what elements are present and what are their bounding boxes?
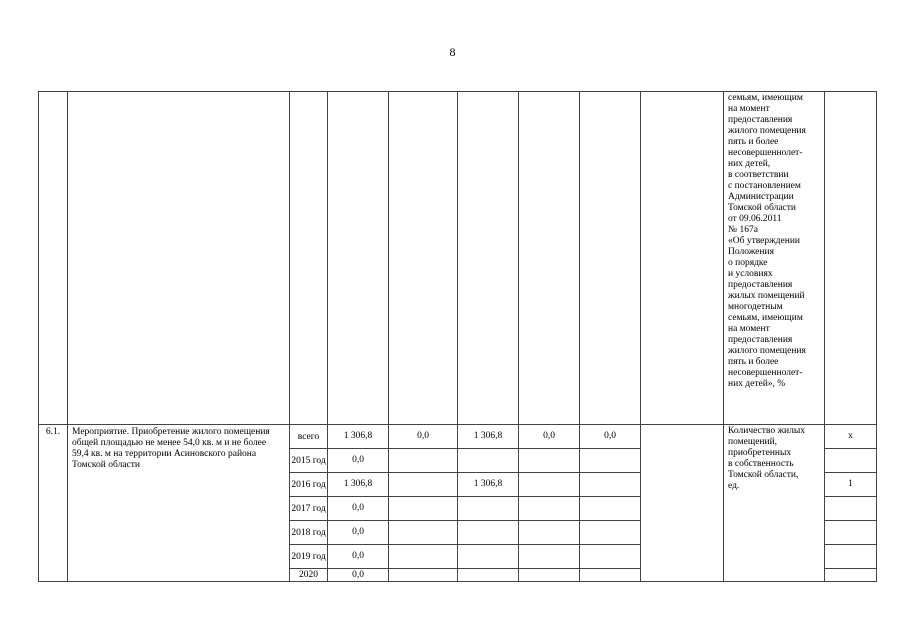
value-cell (580, 497, 641, 521)
cont-cell-desc (68, 92, 290, 425)
cont-cell-c2 (389, 92, 458, 425)
continuation-line: о порядке (728, 258, 768, 268)
total-cell: 0,0 (328, 497, 389, 521)
value-cell (389, 473, 458, 497)
total-cell: 0,0 (328, 521, 389, 545)
indicator-value-cell (825, 521, 877, 545)
continuation-line: семьям, имеющим (728, 93, 803, 103)
continuation-line: от 09.06.2011 (728, 214, 782, 224)
continuation-line: с постановлением (728, 181, 801, 191)
value-cell (389, 545, 458, 569)
table-row (39, 425, 877, 449)
indicator-value-cell (825, 569, 877, 582)
continuation-line: «Об утверждении (728, 236, 800, 246)
value-cell (389, 569, 458, 582)
value-cell (519, 449, 580, 473)
period-cell: 2019 год (290, 545, 328, 569)
indicator-line: в собственность (728, 459, 794, 469)
continuation-line: предоставления (728, 335, 793, 345)
value-cell (580, 473, 641, 497)
indicator-line: помещений, (728, 437, 778, 447)
total-cell: 0,0 (328, 449, 389, 473)
indicator-value-cell (825, 449, 877, 473)
period-cell: 2020 (290, 569, 328, 582)
value-cell (458, 545, 519, 569)
indicator-line: Количество жилых (728, 426, 805, 436)
continuation-line: на момент (728, 324, 770, 334)
continuation-line: жилого помещения (728, 126, 806, 136)
value-cell (519, 473, 580, 497)
period-cell: 2015 год (290, 449, 328, 473)
continuation-line: жилых помещений (728, 291, 805, 301)
continuation-line: № 167а (728, 225, 758, 235)
continuation-line: семьям, имеющим (728, 313, 803, 323)
item-description: Мероприятие. Приобретение жилого помещения общей площадью не менее 54,0 кв. м и не более 59,4 кв. м на территории Асиновского района Томской области (68, 425, 290, 582)
total-cell: 0,0 (328, 545, 389, 569)
value-cell: 1 306,8 (458, 473, 519, 497)
item-rows (39, 425, 877, 582)
continuation-line: несовершеннолет- (728, 368, 803, 378)
value-cell (580, 545, 641, 569)
continuation-line: Томской области (728, 203, 796, 213)
value-cell (519, 497, 580, 521)
indicator-line: ед. (728, 481, 740, 491)
indicator-value-cell: x (825, 425, 877, 449)
indicator-line: Томской области, (728, 470, 799, 480)
continuation-line: них детей», % (728, 379, 786, 389)
value-cell (458, 521, 519, 545)
value-cell: 1 306,8 (458, 425, 519, 449)
value-cell (458, 449, 519, 473)
cont-cell-num (39, 92, 68, 425)
continuation-text (728, 93, 820, 390)
program-table (38, 91, 877, 582)
indicator-cell (724, 425, 825, 582)
continuation-line: пять и более (728, 357, 779, 367)
total-cell: 1 306,8 (328, 473, 389, 497)
continuation-line: них детей, (728, 159, 771, 169)
continuation-line: Администрации (728, 192, 794, 202)
continuation-line: предоставления (728, 115, 793, 125)
period-cell: 2016 год (290, 473, 328, 497)
indicator-value-cell (825, 497, 877, 521)
continuation-line: предоставления (728, 280, 793, 290)
value-cell (389, 449, 458, 473)
page-number: 8 (449, 45, 456, 59)
value-cell (458, 569, 519, 582)
period-cell: всего (290, 425, 328, 449)
value-cell (519, 545, 580, 569)
value-cell (458, 497, 519, 521)
value-cell (389, 497, 458, 521)
total-cell: 0,0 (328, 569, 389, 582)
value-cell (389, 521, 458, 545)
value-cell (580, 521, 641, 545)
continuation-line: на момент (728, 104, 770, 114)
cont-cell-c3 (458, 92, 519, 425)
cont-indicator-cell (724, 92, 825, 425)
total-cell: 1 306,8 (328, 425, 389, 449)
item-number: 6.1. (39, 425, 68, 582)
continuation-line: жилого помещения (728, 346, 806, 356)
value-cell: 0,0 (389, 425, 458, 449)
continuation-line: Положения (728, 247, 774, 257)
value-cell: 0,0 (519, 425, 580, 449)
continuation-line: многодетным (728, 302, 783, 312)
value-cell (580, 449, 641, 473)
cont-cell-period (290, 92, 328, 425)
cont-cell-c5 (580, 92, 641, 425)
period-cell: 2018 год (290, 521, 328, 545)
continuation-line: несовершеннолет- (728, 148, 803, 158)
value-cell (519, 521, 580, 545)
value-cell: 0,0 (580, 425, 641, 449)
cont-cell-value (825, 92, 877, 425)
executor-cell (641, 425, 724, 582)
indicator-value-cell: 1 (825, 473, 877, 497)
cont-cell-c4 (519, 92, 580, 425)
period-cell: 2017 год (290, 497, 328, 521)
continuation-row (39, 92, 877, 425)
value-cell (519, 569, 580, 582)
continuation-line: и условиях (728, 269, 773, 279)
continuation-line: пять и более (728, 137, 779, 147)
continuation-line: в соответствии (728, 170, 789, 180)
indicator-value-cell (825, 545, 877, 569)
cont-cell-total (328, 92, 389, 425)
cont-cell-exec (641, 92, 724, 425)
indicator-line: приобретенных (728, 448, 792, 458)
value-cell (580, 569, 641, 582)
